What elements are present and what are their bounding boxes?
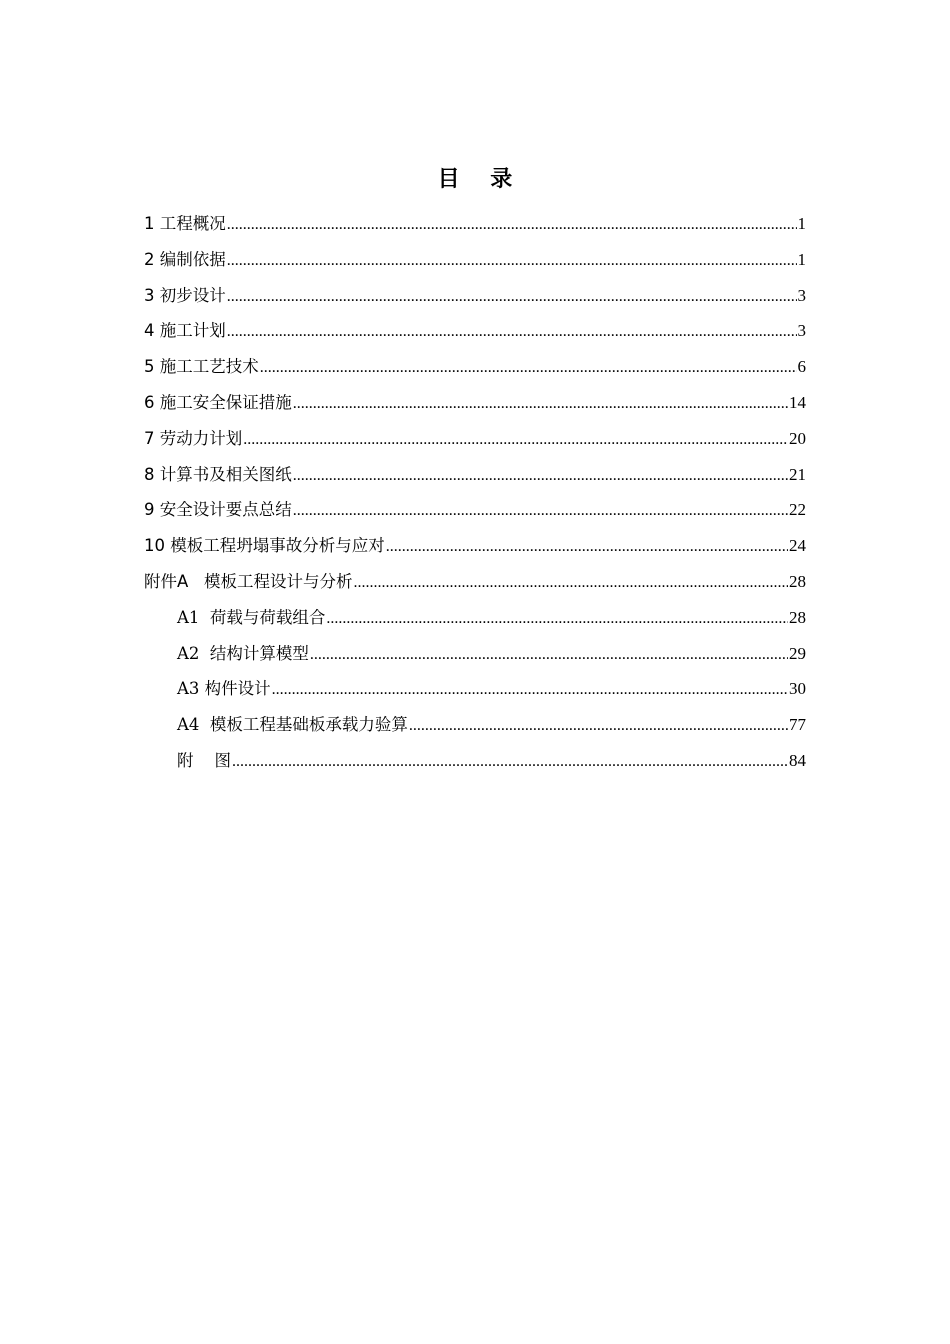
toc-entry-label: 9 安全设计要点总结: [144, 500, 292, 520]
toc-dot-leader: [386, 529, 788, 565]
toc-entry-page: 21: [789, 464, 806, 484]
toc-entry-label: 4 施工计划: [144, 321, 226, 341]
toc-entry-label: 1 工程概况: [144, 214, 226, 233]
toc-dot-leader: [293, 458, 788, 494]
toc-dot-leader: [310, 637, 788, 673]
toc-dot-leader: [272, 672, 788, 708]
toc-entry[interactable]: [144, 457, 806, 493]
toc-entry[interactable]: [144, 421, 806, 457]
toc-subentry-label: A3 构件设计: [177, 679, 271, 699]
toc-entry-page: 6: [797, 357, 806, 377]
toc-entry-label: 附件A 模板工程设计与分析: [144, 571, 353, 591]
toc-entry[interactable]: [144, 528, 806, 564]
toc-entry-page: 14: [789, 392, 806, 412]
toc-entry[interactable]: [144, 206, 806, 242]
toc-subentry-page: 30: [789, 679, 806, 699]
toc-entry-page: 22: [789, 500, 806, 520]
toc-subentry[interactable]: [144, 671, 806, 707]
toc-entry[interactable]: [144, 492, 806, 528]
toc-dot-leader: [227, 243, 797, 279]
toc-dot-leader: [227, 314, 797, 350]
toc-list: [144, 206, 806, 779]
toc-subentry[interactable]: [144, 707, 806, 743]
toc-entry-label: 3 初步设计: [144, 285, 226, 305]
toc-subentry-page: 77: [789, 715, 806, 735]
toc-dot-leader: [227, 207, 797, 243]
toc-entry[interactable]: [144, 349, 806, 385]
toc-entry-label: 6 施工安全保证措施: [144, 392, 292, 412]
toc-entry[interactable]: [144, 278, 806, 314]
toc-subentry-page: 29: [789, 643, 806, 663]
toc-dot-leader: [232, 744, 788, 780]
toc-entry-page: 3: [797, 321, 806, 341]
toc-dot-leader: [354, 565, 788, 601]
toc-dot-leader: [409, 708, 788, 744]
toc-subentry-page: 84: [789, 750, 806, 770]
toc-entry-page: 28: [789, 571, 806, 591]
toc-entry-label: 10 模板工程坍塌事故分析与应对: [144, 536, 385, 556]
toc-dot-leader: [227, 279, 797, 315]
toc-entry[interactable]: [144, 242, 806, 278]
toc-entry-page: 20: [789, 428, 806, 448]
toc-entry-page: 1: [797, 249, 806, 269]
toc-subentry[interactable]: [144, 743, 806, 779]
toc-title: 目 录: [437, 167, 513, 192]
toc-subentry[interactable]: [144, 600, 806, 636]
toc-subentry[interactable]: [144, 636, 806, 672]
toc-dot-leader: [293, 386, 788, 422]
toc-dot-leader: [326, 601, 788, 637]
toc-entry[interactable]: [144, 385, 806, 421]
toc-dot-leader: [293, 493, 788, 529]
toc-entry[interactable]: [144, 564, 806, 600]
toc-subentry-page: 28: [789, 607, 806, 627]
toc-entry-page: 1: [797, 214, 806, 233]
toc-entry[interactable]: [144, 313, 806, 349]
toc-subentry-label: A1 荷载与荷载组合: [177, 607, 326, 627]
toc-entry-label: 2 编制依据: [144, 249, 226, 269]
toc-entry-page: 3: [797, 285, 806, 305]
toc-dot-leader: [260, 350, 797, 386]
toc-subentry-label: A4 模板工程基础板承载力验算: [177, 715, 408, 735]
toc-entry-label: 8 计算书及相关图纸: [144, 464, 292, 484]
toc-entry-label: 5 施工工艺技术: [144, 357, 259, 377]
toc-entry-label: 7 劳动力计划: [144, 428, 243, 448]
toc-subentry-label: A2 结构计算模型: [177, 643, 309, 663]
toc-dot-leader: [243, 422, 788, 458]
toc-entry-page: 24: [789, 536, 806, 556]
toc-subentry-label: 附 图: [177, 750, 231, 770]
